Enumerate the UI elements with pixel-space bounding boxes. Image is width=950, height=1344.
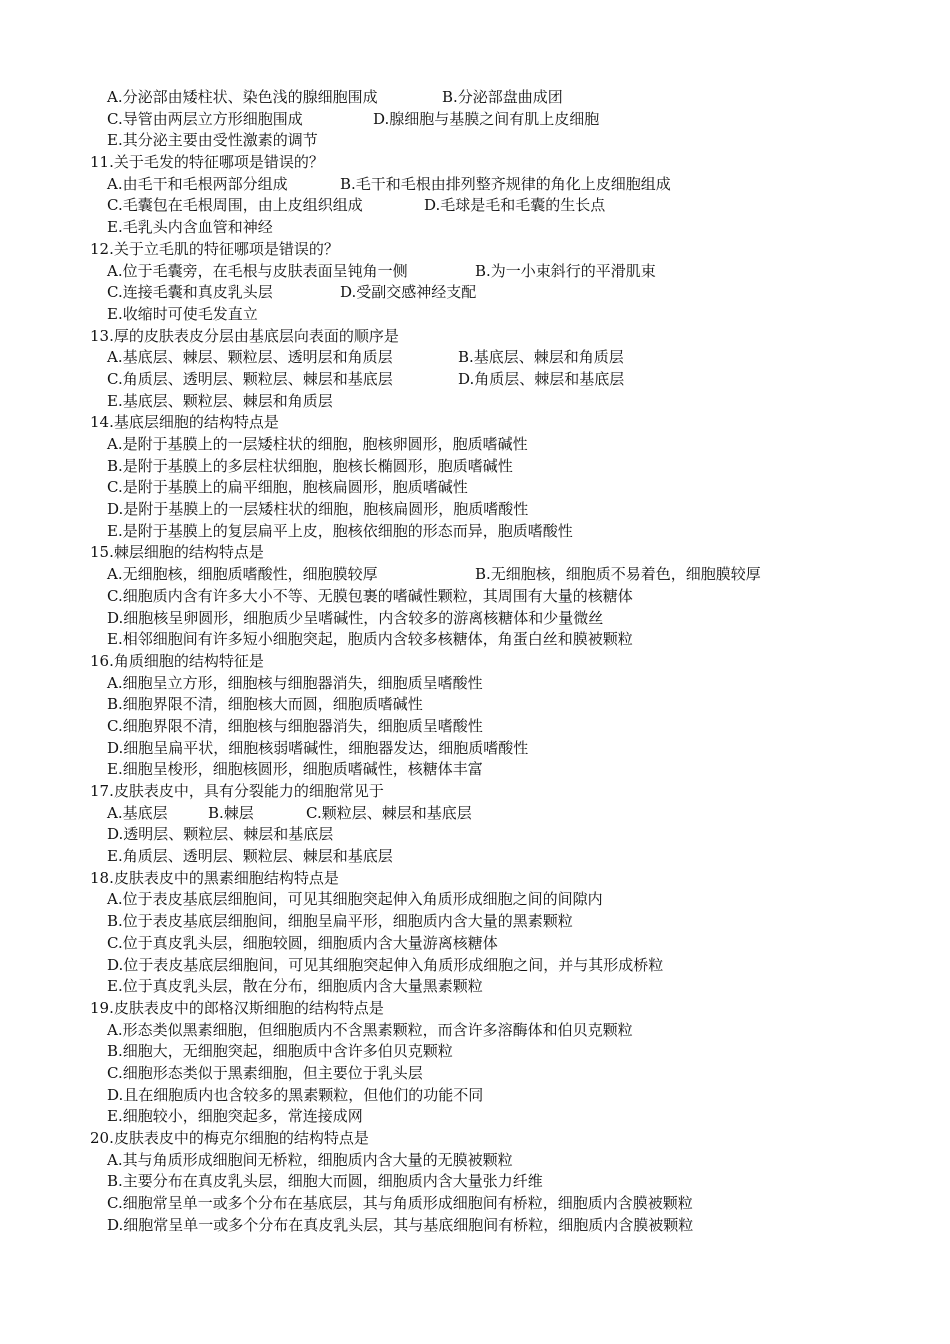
option-text: D.细胞常呈单一或多个分布在真皮乳头层，其与基底细胞间有桥粒，细胞质内含膜被颗粒 — [107, 1215, 694, 1234]
option-text: C.颗粒层、棘层和基底层 — [306, 803, 472, 822]
option-line — [0, 738, 950, 760]
option-line — [0, 304, 950, 326]
option-line — [0, 347, 950, 369]
option-text: D.角质层、棘层和基底层 — [458, 369, 625, 388]
question-text: 11.关于毛发的特征哪项是错误的？ — [90, 153, 324, 172]
option-text: B.棘层 — [208, 803, 254, 822]
option-line — [0, 694, 950, 716]
option-text: C.导管由两层立方形细胞围成 — [107, 109, 303, 128]
question-text: 12.关于立毛肌的特征哪项是错误的？ — [90, 239, 339, 258]
question-line — [0, 781, 950, 803]
question-text: 14.基底层细胞的结构特点是 — [90, 413, 279, 432]
option-line — [0, 955, 950, 977]
option-text: A.基底层 — [107, 803, 168, 822]
option-line — [0, 521, 950, 543]
question-text: 16.角质细胞的结构特征是 — [90, 651, 264, 670]
option-text: B.是附于基膜上的多层柱状细胞，胞核长椭圆形，胞质嗜碱性 — [107, 456, 513, 475]
option-line — [0, 1150, 950, 1172]
option-text: C.位于真皮乳头层，细胞较圆，细胞质内含大量游离核糖体 — [107, 933, 498, 952]
option-line — [0, 673, 950, 695]
option-line — [0, 716, 950, 738]
option-line — [0, 109, 950, 131]
option-text: C.细胞常呈单一或多个分布在基底层，其与角质形成细胞间有桥粒，细胞质内含膜被颗粒 — [107, 1194, 693, 1213]
option-text: A.无细胞核，细胞质嗜酸性，细胞膜较厚 — [107, 565, 378, 584]
option-text: B.为一小束斜行的平滑肌束 — [475, 261, 656, 280]
option-text: B.无细胞核，细胞质不易着色，细胞膜较厚 — [475, 565, 761, 584]
option-text: D.位于表皮基底层细胞间，可见其细胞突起伸入角质形成细胞之间，并与其形成桥粒 — [107, 955, 664, 974]
question-text: 18.皮肤表皮中的黑素细胞结构特点是 — [90, 868, 339, 887]
question-text: 13.厚的皮肤表皮分层由基底层向表面的顺序是 — [90, 326, 399, 345]
option-text: E.毛乳头内含血管和神经 — [107, 218, 273, 237]
option-text: E.角质层、透明层、颗粒层、棘层和基底层 — [107, 847, 393, 866]
question-line — [0, 998, 950, 1020]
option-line — [0, 911, 950, 933]
option-line — [0, 87, 950, 109]
option-line — [0, 369, 950, 391]
option-text: B.毛干和毛根由排列整齐规律的角化上皮细胞组成 — [340, 174, 671, 193]
question-text: 17.皮肤表皮中，具有分裂能力的细胞常见于 — [90, 782, 384, 800]
question-line — [0, 1128, 950, 1150]
option-line — [0, 803, 950, 825]
option-line — [0, 1215, 950, 1237]
option-text: B.细胞界限不清，细胞核大而圆，细胞质嗜碱性 — [107, 695, 423, 714]
option-line — [0, 130, 950, 152]
option-text: E.其分泌主要由受性激素的调节 — [107, 131, 318, 150]
option-line — [0, 564, 950, 586]
option-text: B.分泌部盘曲成团 — [442, 88, 563, 106]
option-text: E.是附于基膜上的复层扁平上皮，胞核依细胞的形态而异，胞质嗜酸性 — [107, 521, 573, 540]
option-line — [0, 1171, 950, 1193]
option-line — [0, 608, 950, 630]
option-text: D.且在细胞质内也含较多的黑素颗粒，但他们的功能不同 — [107, 1085, 484, 1104]
option-text: D.腺细胞与基膜之间有肌上皮细胞 — [373, 109, 600, 128]
option-text: A.是附于基膜上的一层矮柱状的细胞，胞核卵圆形，胞质嗜碱性 — [107, 435, 528, 453]
option-line — [0, 629, 950, 651]
option-line — [0, 1020, 950, 1042]
option-text: A.分泌部由矮柱状、染色浅的腺细胞围成 — [107, 88, 378, 106]
question-line — [0, 412, 950, 434]
option-text: A.由毛干和毛根两部分组成 — [107, 174, 288, 193]
option-line — [0, 195, 950, 217]
option-text: B.细胞大，无细胞突起，细胞质中含许多伯贝克颗粒 — [107, 1042, 453, 1061]
option-text: A.其与角质形成细胞间无桥粒，细胞质内含大量的无膜被颗粒 — [107, 1150, 513, 1169]
option-line — [0, 976, 950, 998]
option-text: C.连接毛囊和真皮乳头层 — [107, 283, 273, 302]
option-text: E.基底层、颗粒层、棘层和角质层 — [107, 391, 333, 410]
option-text: D.毛球是毛和毛囊的生长点 — [424, 196, 606, 215]
question-line — [0, 239, 950, 261]
question-line — [0, 152, 950, 174]
option-text: C.毛囊包在毛根周围，由上皮组织组成 — [107, 196, 363, 215]
option-text: C.是附于基膜上的扁平细胞，胞核扁圆形，胞质嗜碱性 — [107, 478, 468, 497]
option-text: D.受副交感神经支配 — [340, 283, 477, 302]
option-text: B.主要分布在真皮乳头层，细胞大而圆，细胞质内含大量张力纤维 — [107, 1172, 543, 1191]
option-line — [0, 1106, 950, 1128]
question-text: 20.皮肤表皮中的梅克尔细胞的结构特点是 — [90, 1129, 369, 1147]
option-line — [0, 1085, 950, 1107]
option-line — [0, 824, 950, 846]
option-text: E.相邻细胞间有许多短小细胞突起，胞质内含较多核糖体，角蛋白丝和膜被颗粒 — [107, 630, 633, 649]
option-text: C.角质层、透明层、颗粒层、棘层和基底层 — [107, 369, 393, 388]
question-line — [0, 651, 950, 673]
option-text: A.基底层、棘层、颗粒层、透明层和角质层 — [107, 348, 393, 367]
option-text: B.位于表皮基底层细胞间，细胞呈扁平形，细胞质内含大量的黑素颗粒 — [107, 912, 573, 931]
option-line — [0, 846, 950, 868]
option-line — [0, 1041, 950, 1063]
option-text: A.位于表皮基底层细胞间，可见其细胞突起伸入角质形成细胞之间的间隙内 — [107, 890, 603, 909]
option-line — [0, 499, 950, 521]
option-line — [0, 217, 950, 239]
option-text: E.细胞较小，细胞突起多，常连接成网 — [107, 1107, 363, 1126]
option-text: A.形态类似黑素细胞，但细胞质内不含黑素颗粒，而含许多溶酶体和伯贝克颗粒 — [107, 1020, 633, 1039]
option-line — [0, 477, 950, 499]
option-line — [0, 261, 950, 283]
option-text: C.细胞质内含有许多大小不等、无膜包裹的嗜碱性颗粒，其周围有大量的核糖体 — [107, 586, 633, 605]
document-page — [0, 87, 950, 1236]
option-line — [0, 586, 950, 608]
option-text: C.细胞形态类似于黑素细胞，但主要位于乳头层 — [107, 1063, 423, 1082]
option-text: D.透明层、颗粒层、棘层和基底层 — [107, 825, 334, 844]
question-line — [0, 326, 950, 348]
option-line — [0, 174, 950, 196]
option-line — [0, 933, 950, 955]
option-line — [0, 889, 950, 911]
option-text: B.基底层、棘层和角质层 — [458, 348, 624, 367]
question-text: 15.棘层细胞的结构特点是 — [90, 543, 264, 562]
question-line — [0, 542, 950, 564]
option-line — [0, 456, 950, 478]
option-text: A.位于毛囊旁，在毛根与皮肤表面呈钝角一侧 — [107, 261, 408, 280]
option-text: E.细胞呈梭形，细胞核圆形，细胞质嗜碱性，核糖体丰富 — [107, 760, 483, 779]
option-line — [0, 759, 950, 781]
option-text: D.细胞呈扁平状，细胞核弱嗜碱性，细胞器发达，细胞质嗜酸性 — [107, 738, 529, 757]
option-line — [0, 282, 950, 304]
option-line — [0, 391, 950, 413]
option-text: A.细胞呈立方形，细胞核与细胞器消失，细胞质呈嗜酸性 — [107, 673, 483, 692]
option-text: E.收缩时可使毛发直立 — [107, 304, 258, 323]
option-text: D.是附于基膜上的一层矮柱状的细胞，胞核扁圆形，胞质嗜酸性 — [107, 500, 529, 519]
option-line — [0, 1063, 950, 1085]
option-text: E.位于真皮乳头层，散在分布，细胞质内含大量黑素颗粒 — [107, 977, 483, 996]
question-text: 19.皮肤表皮中的郎格汉斯细胞的结构特点是 — [90, 998, 384, 1017]
option-text: C.细胞界限不清，细胞核与细胞器消失，细胞质呈嗜酸性 — [107, 716, 483, 735]
option-line — [0, 434, 950, 456]
option-text: D.细胞核呈卵圆形，细胞质少呈嗜碱性，内含较多的游离核糖体和少量微丝 — [107, 608, 604, 627]
question-line — [0, 868, 950, 890]
option-line — [0, 1193, 950, 1215]
